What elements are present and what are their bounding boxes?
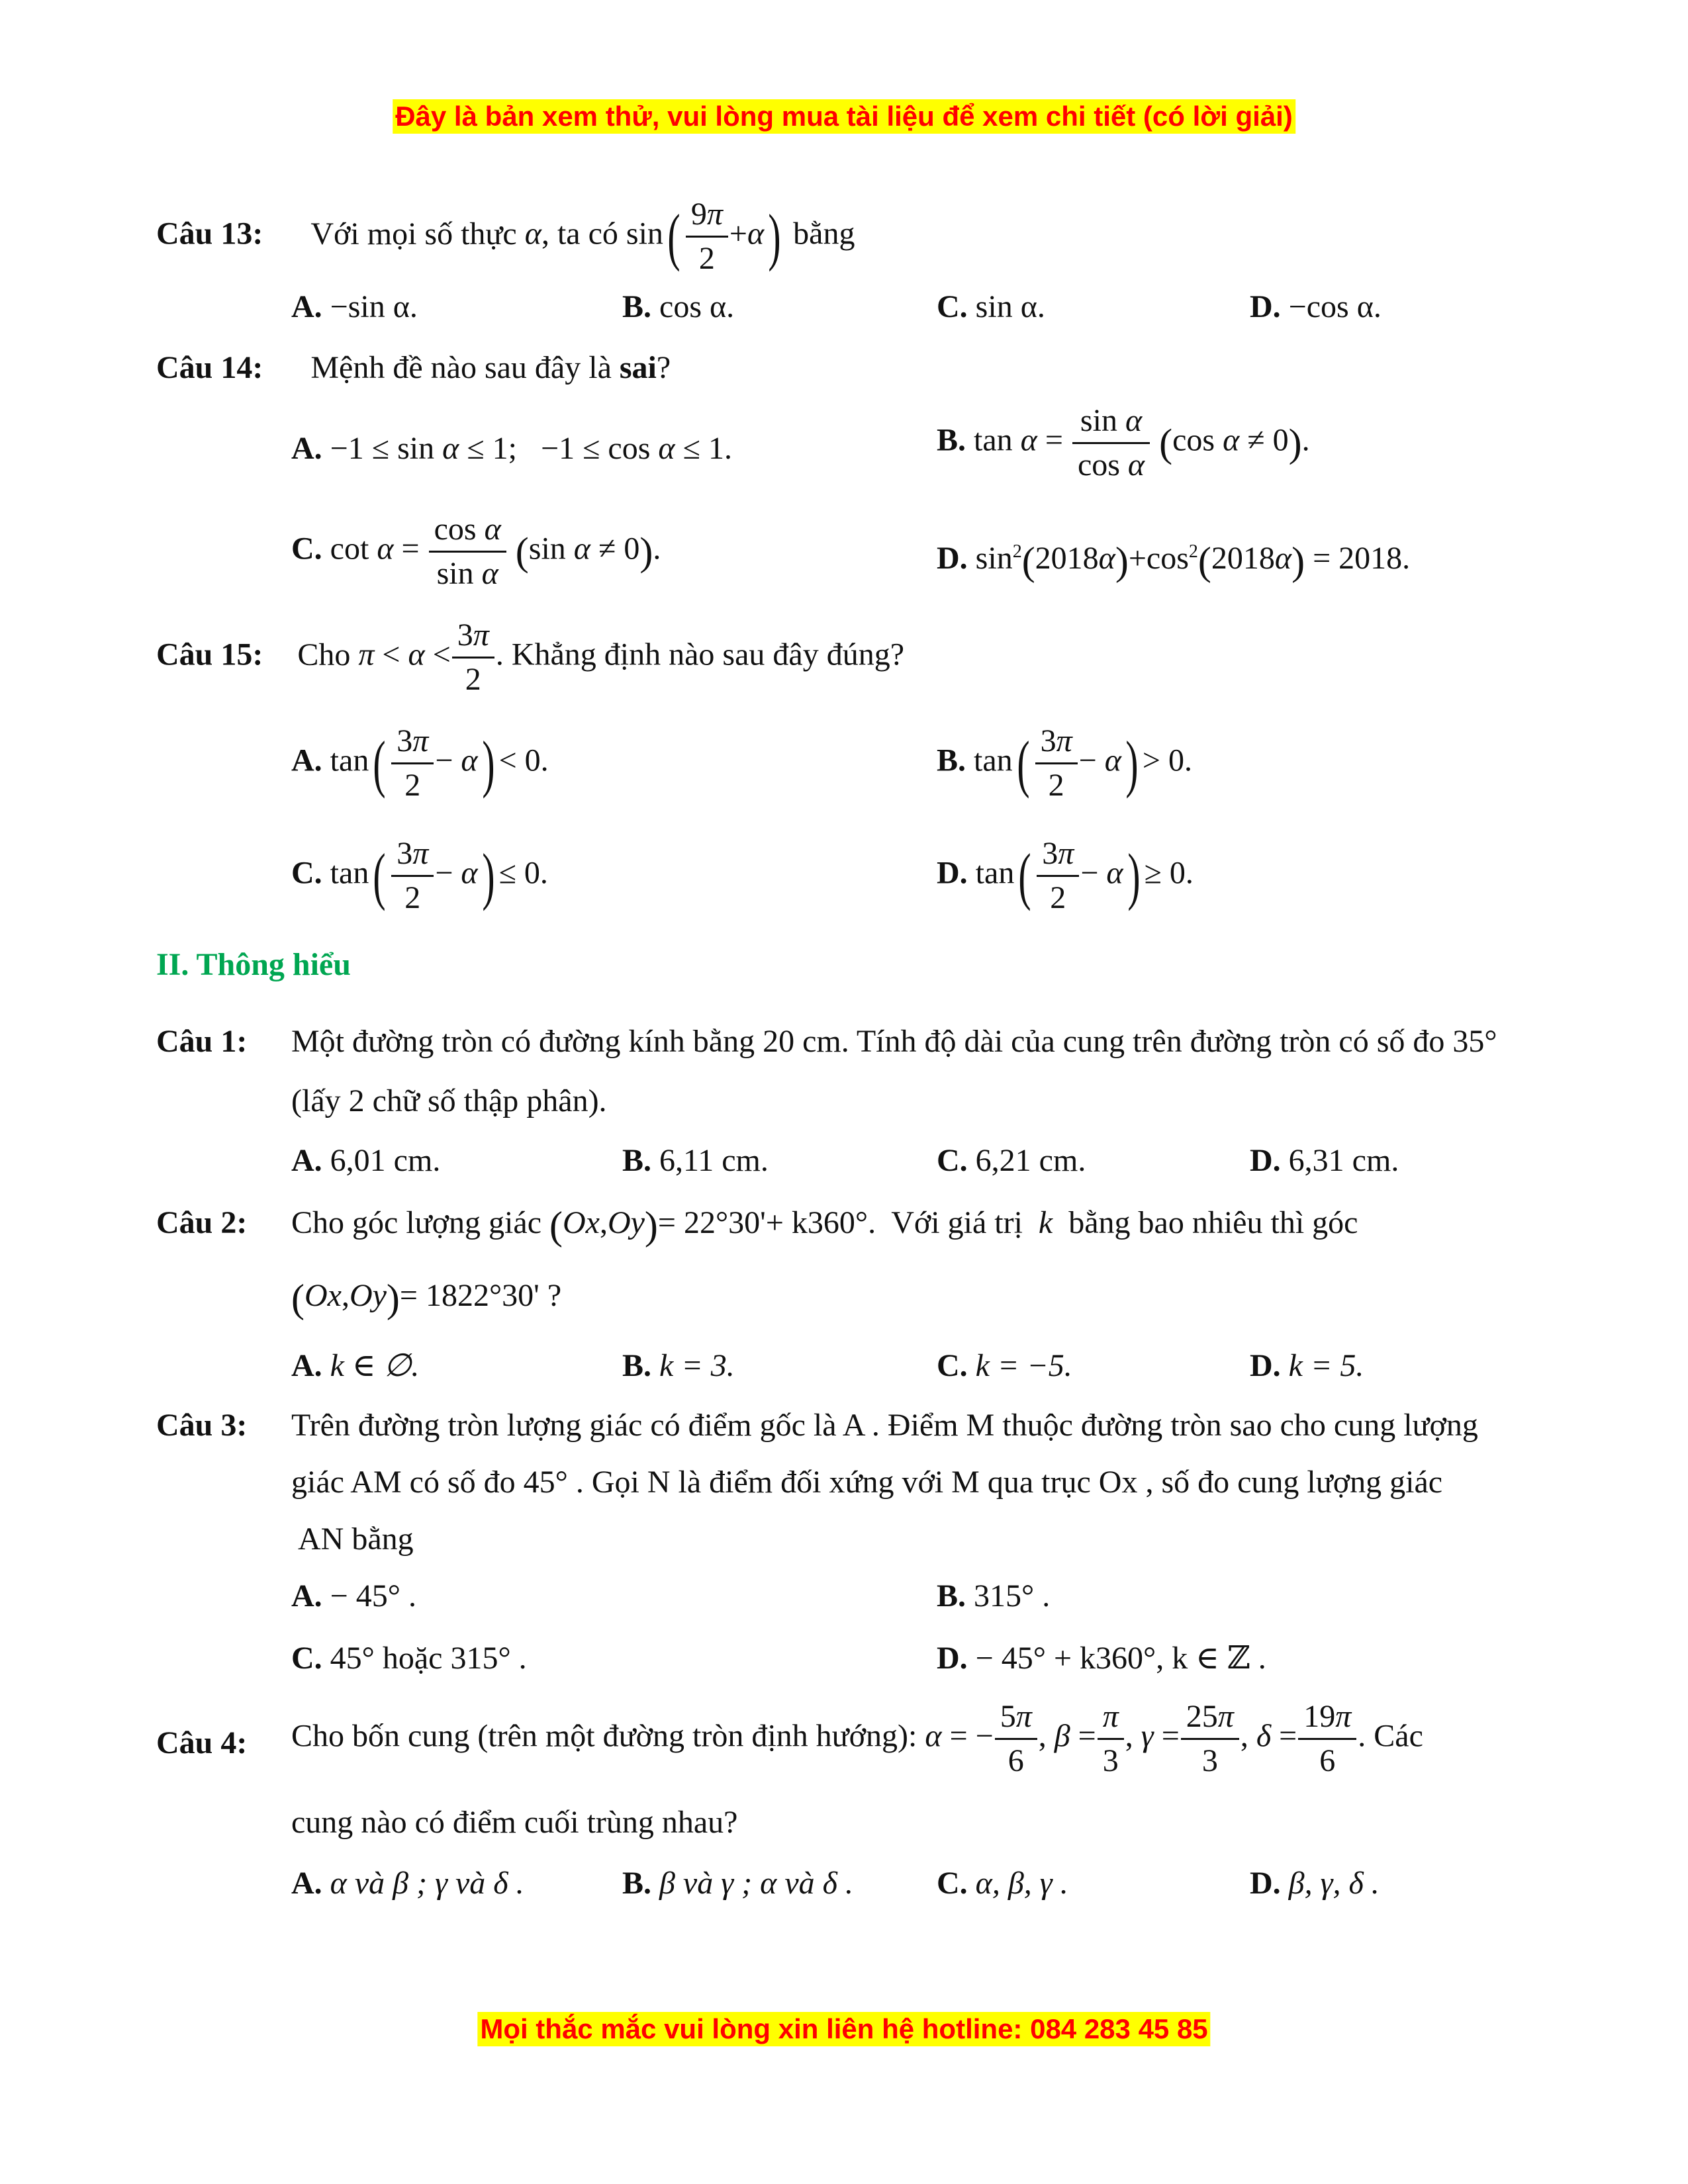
question-text: Cho [297, 637, 351, 672]
option-b[interactable]: B. cos α. [622, 289, 735, 324]
question-label: Câu 3: [156, 1408, 248, 1443]
question-text: AN bằng [298, 1522, 414, 1557]
question-14: Câu 14: Mệnh đề nào sau đây là sai? [156, 350, 671, 385]
question-13: Câu 13: Với mọi số thực α, ta có sin( $\frac{9\pi}{2}$ +α) bằng [156, 197, 855, 276]
option-b[interactable]: B. tan α = $\frac{\text{sin α}}{\text{cos α}}$ (cos α ≠ 0). [937, 403, 1310, 482]
question-text: Một đường tròn có đường kính bằng 20 cm. Tính độ dài của cung trên đường tròn có số đo 35° [291, 1024, 1497, 1059]
option-b[interactable]: B. tan( $\frac{3\pi}{2}$ − α) > 0. [937, 723, 1192, 803]
question-15: Câu 15: Cho π < α < $\frac{3\pi}{2}$ . Khẳng định nào sau đây đúng? [156, 617, 905, 697]
question-text: Trên đường tròn lượng giác có điểm gốc là A . Điểm M thuộc đường tròn sao cho cung lượng [291, 1408, 1478, 1443]
option-b[interactable]: B. β và γ ; α và δ . [622, 1866, 853, 1901]
option-d[interactable]: D. β, γ, δ . [1250, 1866, 1380, 1901]
question-label: Câu 2: [156, 1205, 248, 1240]
option-b[interactable]: B. 6,11 cm. [622, 1143, 769, 1178]
option-c[interactable]: C. sin α. [937, 289, 1045, 324]
question-text: . Khẳng định nào sau đây đúng? [495, 637, 905, 672]
option-b[interactable]: B. 315° . [937, 1578, 1051, 1614]
question-text: Với mọi số thực [310, 216, 517, 251]
question-label: Câu 15: [156, 637, 263, 672]
question-text: Cho góc lượng giác (Ox,Oy)= 22°30'+ k360°. Với giá trị k bằng bao nhiêu thì góc [291, 1203, 1358, 1248]
option-c[interactable]: C. k = −5. [937, 1348, 1072, 1383]
option-a[interactable]: A. tan( $\frac{3\pi}{2}$ − α) < 0. [291, 723, 549, 803]
option-d[interactable]: D. 6,31 cm. [1250, 1143, 1399, 1178]
option-a[interactable]: A. 6,01 cm. [291, 1143, 441, 1178]
option-c[interactable]: C. 45° hoặc 315° . [291, 1641, 527, 1676]
section-title: II. Thông hiểu [156, 947, 351, 982]
question-text: , ta có [541, 216, 618, 251]
question-4 [156, 1725, 247, 1762]
option-d[interactable]: D. $\sin^2(2018\alpha)+\cos^2(2018\alpha) = 2018$. [937, 539, 1411, 583]
question-text: bằng [793, 216, 855, 251]
question-text: Cho bốn cung (trên một đường tròn định hướng): α = − $\frac{5\pi}{6}$ , β = $\frac{\pi}{3}$ , γ = $\frac{25\pi}{3}$ , δ = $\frac{19\pi}{6}$ . Các [291, 1699, 1423, 1778]
option-d[interactable]: D. k = 5. [1250, 1348, 1364, 1383]
option-a[interactable]: A. −sin α. [291, 289, 418, 324]
option-a[interactable]: A. − 45° . [291, 1578, 416, 1614]
question-text: giác AM có số đo 45° . Gọi N là điểm đối xứng với M qua trục Ox , số đo cung lượng giác [291, 1465, 1443, 1500]
option-c[interactable]: C. cot α = $\frac{\text{cos α}}{\text{sin α}}$ (sin α ≠ 0). [291, 512, 661, 591]
question-label: Câu 1: [156, 1024, 248, 1059]
question-label: Câu 14: [156, 350, 263, 385]
option-a[interactable]: A. α và β ; γ và δ . [291, 1866, 524, 1901]
option-d[interactable]: D. −cos α. [1250, 289, 1382, 324]
question-3 [156, 1407, 247, 1444]
question-1 [156, 1023, 247, 1060]
option-c[interactable]: C. α, β, γ . [937, 1866, 1068, 1901]
question-text: Mệnh đề nào sau đây là [310, 350, 612, 385]
question-emphasis: sai [619, 350, 657, 385]
preview-banner: Đây là bản xem thử, vui lòng mua tài liệu để xem chi tiết (có lời giải) [393, 99, 1295, 134]
question-text: (Ox,Oy)= 1822°30' ? [291, 1276, 562, 1320]
option-c[interactable]: C. 6,21 cm. [937, 1143, 1086, 1178]
question-label: Câu 13: [156, 216, 263, 251]
option-b[interactable]: B. k = 3. [622, 1348, 735, 1383]
question-text: (lấy 2 chữ số thập phân). [291, 1083, 607, 1118]
hotline-banner: Mọi thắc mắc vui lòng xin liên hệ hotline: 084 283 45 85 [477, 2012, 1210, 2046]
option-a[interactable]: A. −1 ≤ sin α ≤ 1; −1 ≤ cos α ≤ 1. [291, 431, 732, 466]
question-2 [156, 1205, 247, 1242]
option-c[interactable]: C. tan( $\frac{3\pi}{2}$ − α) ≤ 0. [291, 836, 548, 915]
option-d[interactable]: D. − 45° + k360°, k ∈ ℤ . [937, 1641, 1266, 1676]
question-label: Câu 4: [156, 1725, 248, 1760]
option-a[interactable]: A. k ∈ ∅. [291, 1348, 420, 1383]
option-d[interactable]: D. tan( $\frac{3\pi}{2}$ − α) ≥ 0. [937, 836, 1194, 915]
question-text: cung nào có điểm cuối trùng nhau? [291, 1805, 738, 1840]
